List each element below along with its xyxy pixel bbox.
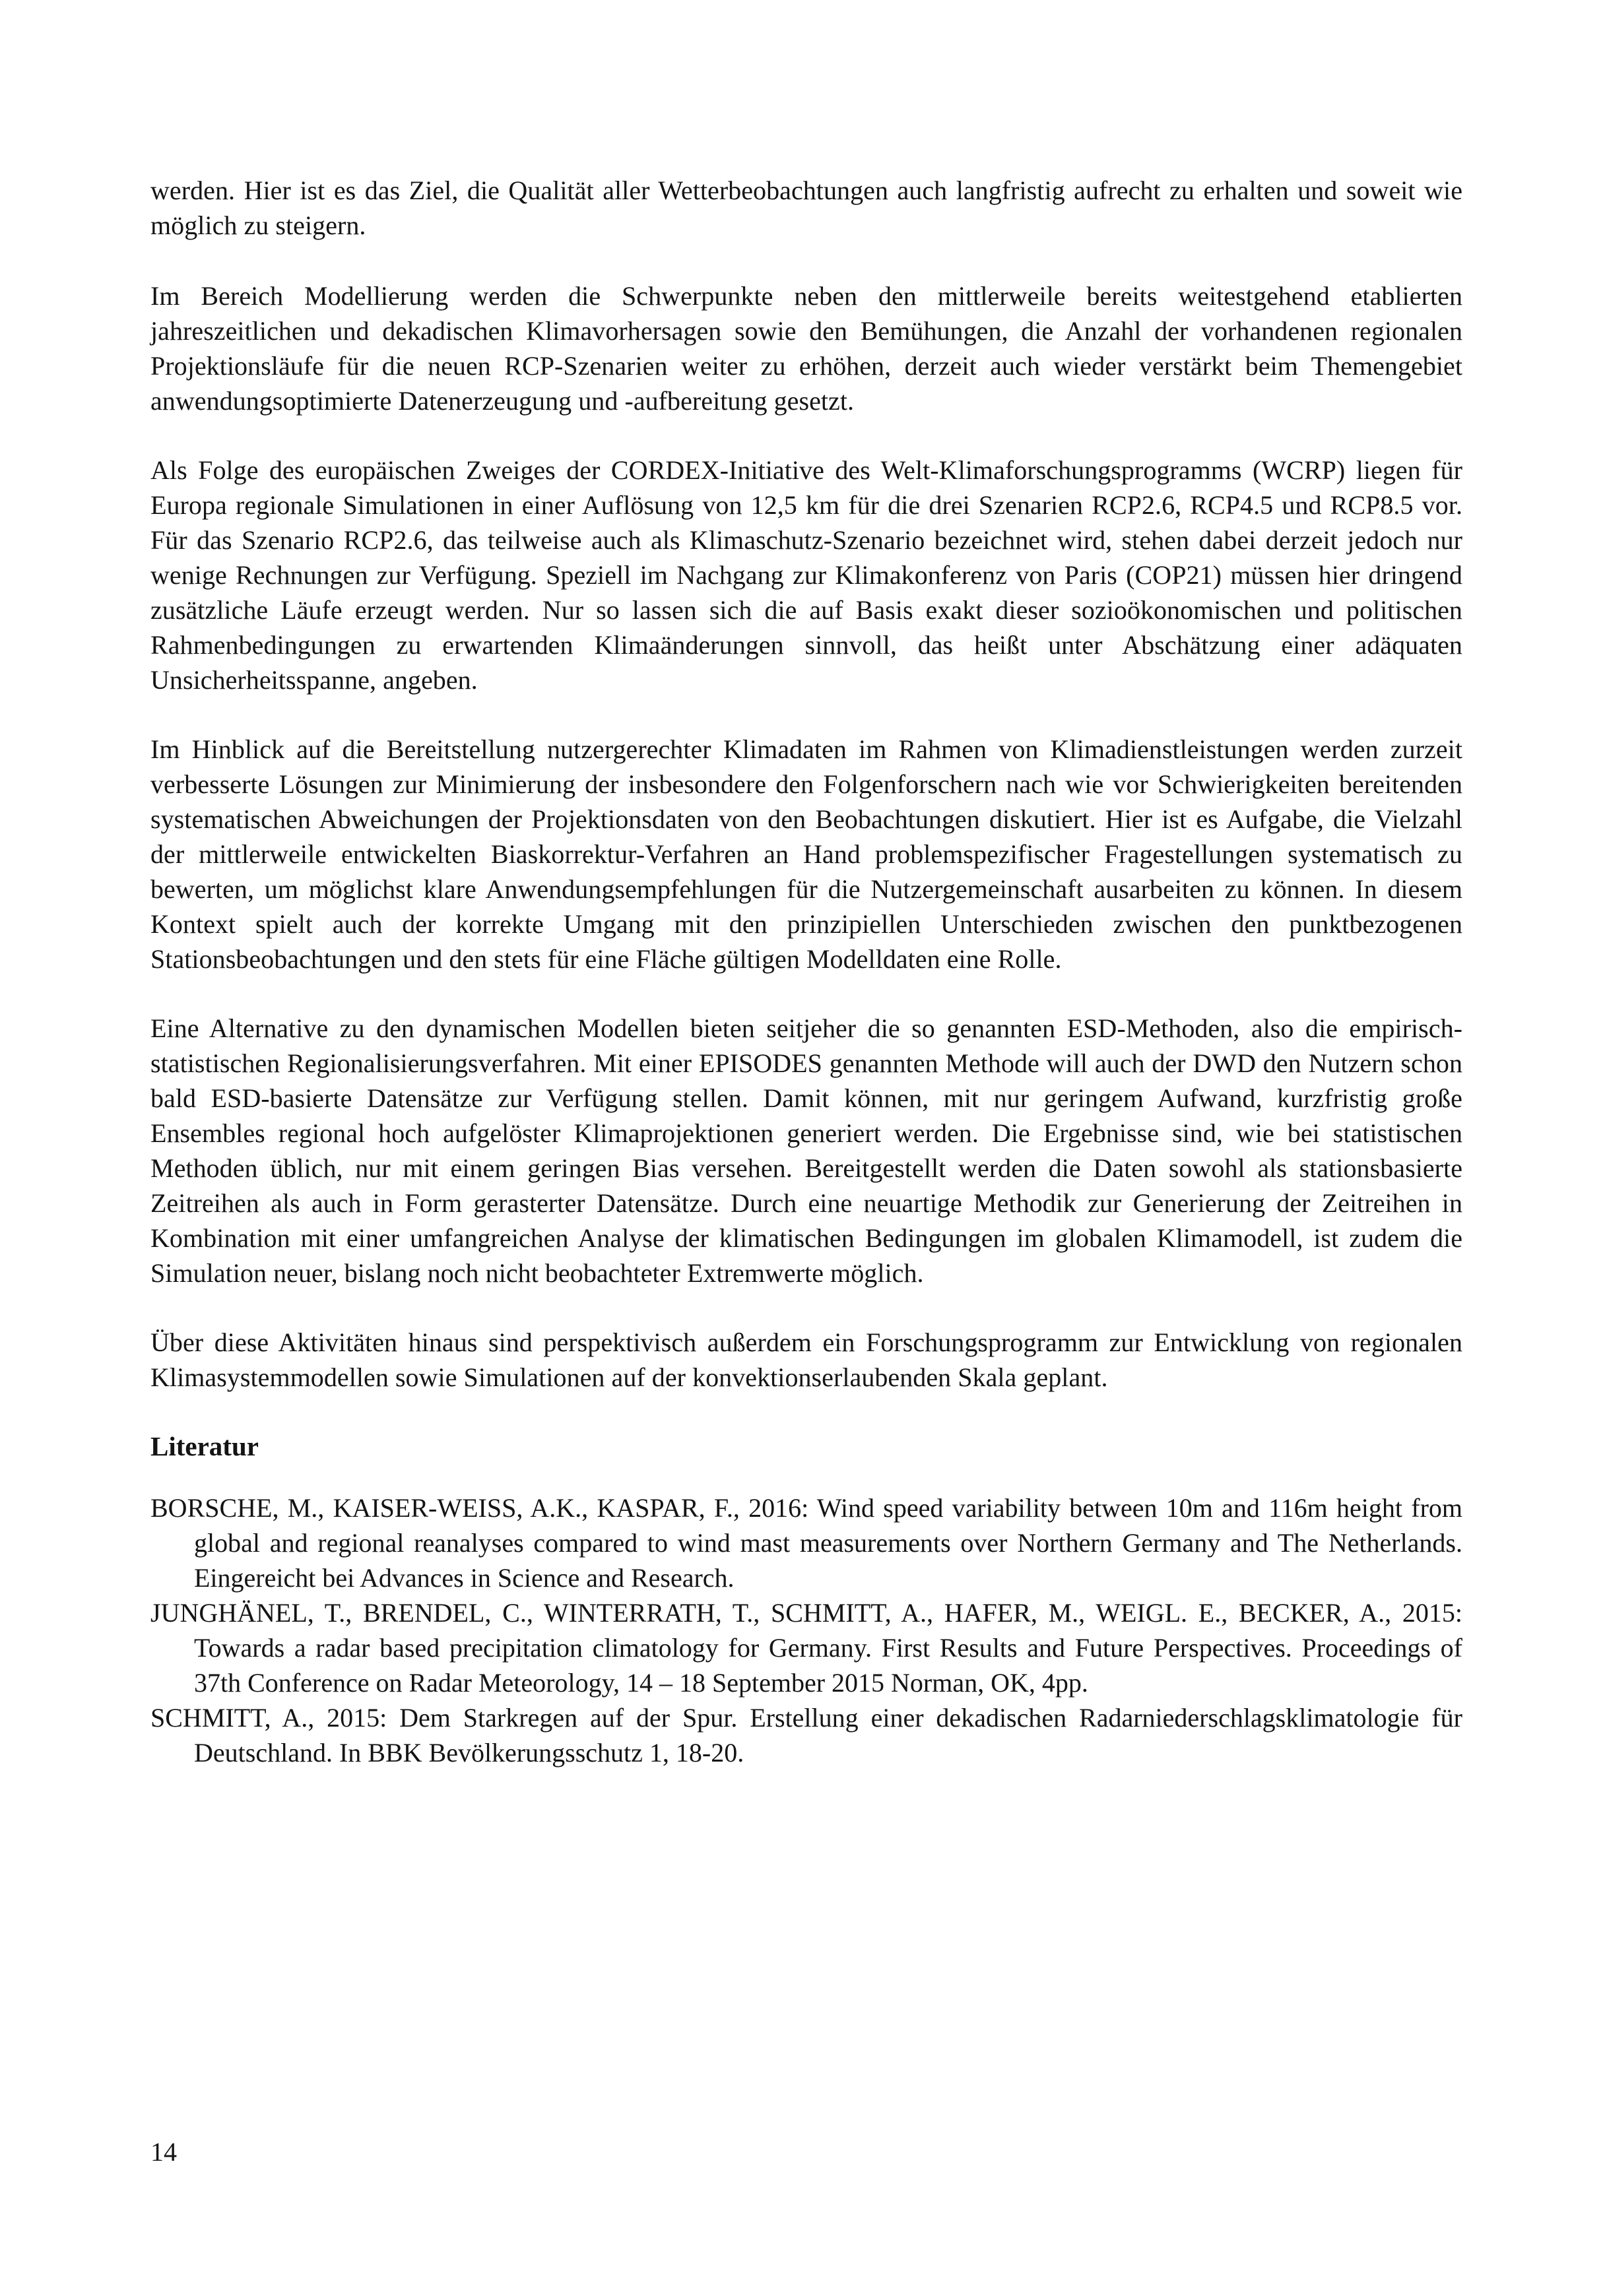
page-number: 14 [150,2137,177,2167]
reference-list [150,1490,1462,1770]
reference-item: SCHMITT, A., 2015: Dem Starkregen auf der Spur. Erstellung einer dekadischen Radarniederschlagsklimatologie für Deutschland. In BBK Bevölkerungsschutz 1, 18-20. [150,1703,1462,1768]
paragraph-modelling: Im Bereich Modellierung werden die Schwerpunkte neben den mittlerweile bereits weitestgehend etablierten jahreszeitlichen und dekadischen Klimavorhersagen sowie den Bemühungen, die Anzahl der vorhandenen regionalen Projektionsläufe für die neuen RCP-Szenarien weiter zu erhöhen, derzeit auch wieder verstärkt beim Themengebiet anwendungsoptimierte Datenerzeugung und -aufbereitung gesetzt. [150,281,1462,416]
reference-item: BORSCHE, M., KAISER-WEISS, A.K., KASPAR, F., 2016: Wind speed variability between 10m and 116m height from global and regional reanalyses compared to wind mast measurements over Northern Germany and The Netherlands. Eingereicht bei Advances in Science and Research. [150,1493,1462,1593]
paragraph-cordex: Als Folge des europäischen Zweiges der CORDEX-Initiative des Welt-Klimaforschungsprogramms (WCRP) liegen für Europa regionale Simulationen in einer Auflösung von 12,5 km für die drei Szenarien RCP2.6, RCP4.5 und RCP8.5 vor. Für das Szenario RCP2.6, das teilweise auch als Klimaschutz-Szenario bezeichnet wird, stehen dabei derzeit jedoch nur wenige Rechnungen zur Verfügung. Speziell im Nachgang zur Klimakonferenz von Paris (COP21) müssen hier dringend zusätzliche Läufe erzeugt werden. Nur so lassen sich die auf Basis exakt dieser sozioökonomischen und politischen Rahmenbedingungen zu erwartenden Klimaänderungen sinnvoll, das heißt unter Abschätzung einer adäquaten Unsicherheitsspanne, angeben. [150,455,1462,695]
paragraph-esd-methods: Eine Alternative zu den dynamischen Modellen bieten seitjeher die so genannten ESD-Methoden, also die empirisch-statistischen Regionalisierungsverfahren. Mit einer EPISODES genannten Methode will auch der DWD den Nutzern schon bald ESD-basierte Datensätze zur Verfügung stellen. Damit können, mit nur geringem Aufwand, kurzfristig große Ensembles regional hoch aufgelöster Klimaprojektionen generiert werden. Die Ergebnisse sind, wie bei statistischen Methoden üblich, nur mit einem geringen Bias versehen. Bereitgestellt werden die Daten sowohl als stationsbasierte Zeitreihen als auch in Form gerasterter Datensätze. Durch eine neuartige Methodik zur Generierung der Zeitreihen in Kombination mit einer umfangreichen Analyse der klimatischen Bedingungen im globalen Klimamodell, ist zudem die Simulation neuer, bislang noch nicht beobachteter Extremwerte möglich. [150,1013,1462,1288]
paragraph-bias-correction: Im Hinblick auf die Bereitstellung nutzergerechter Klimadaten im Rahmen von Klimadienstleistungen werden zurzeit verbesserte Lösungen zur Minimierung der insbesondere den Folgenforschern nach wie vor Schwierigkeiten bereitenden systematischen Abweichungen der Projektionsdaten von den Beobachtungen diskutiert. Hier ist es Aufgabe, die Vielzahl der mittlerweile entwickelten Biaskorrektur-Verfahren an Hand problemspezifischer Fragestellungen systematisch zu bewerten, um möglichst klare Anwendungsempfehlungen für die Nutzergemeinschaft ausarbeiten zu können. In diesem Kontext spielt auch der korrekte Umgang mit den prinzipiellen Unterschieden zwischen den punktbezogenen Stationsbeobachtungen und den stets für eine Fläche gültigen Modelldaten eine Rolle. [150,734,1462,974]
paragraph-outlook: Über diese Aktivitäten hinaus sind perspektivisch außerdem ein Forschungsprogramm zur Entwicklung von regionalen Klimasystemmodellen sowie Simulationen auf der konvektionserlaubenden Skala geplant. [150,1327,1462,1392]
paragraph-observations: werden. Hier ist es das Ziel, die Qualität aller Wetterbeobachtungen auch langfristig aufrecht zu erhalten und soweit wie möglich zu steigern. [150,175,1462,240]
page-body [150,173,1462,1770]
reference-item: JUNGHÄNEL, T., BRENDEL, C., WINTERRATH, T., SCHMITT, A., HAFER, M., WEIGL. E., BECKER, A., 2015: Towards a radar based precipitation climatology for Germany. First Results and Future Perspectives. Proceedings of 37th Conference on Radar Meteorology, 14 – 18 September 2015 Norman, OK, 4pp. [150,1598,1462,1698]
literature-heading: Literatur [150,1431,259,1461]
